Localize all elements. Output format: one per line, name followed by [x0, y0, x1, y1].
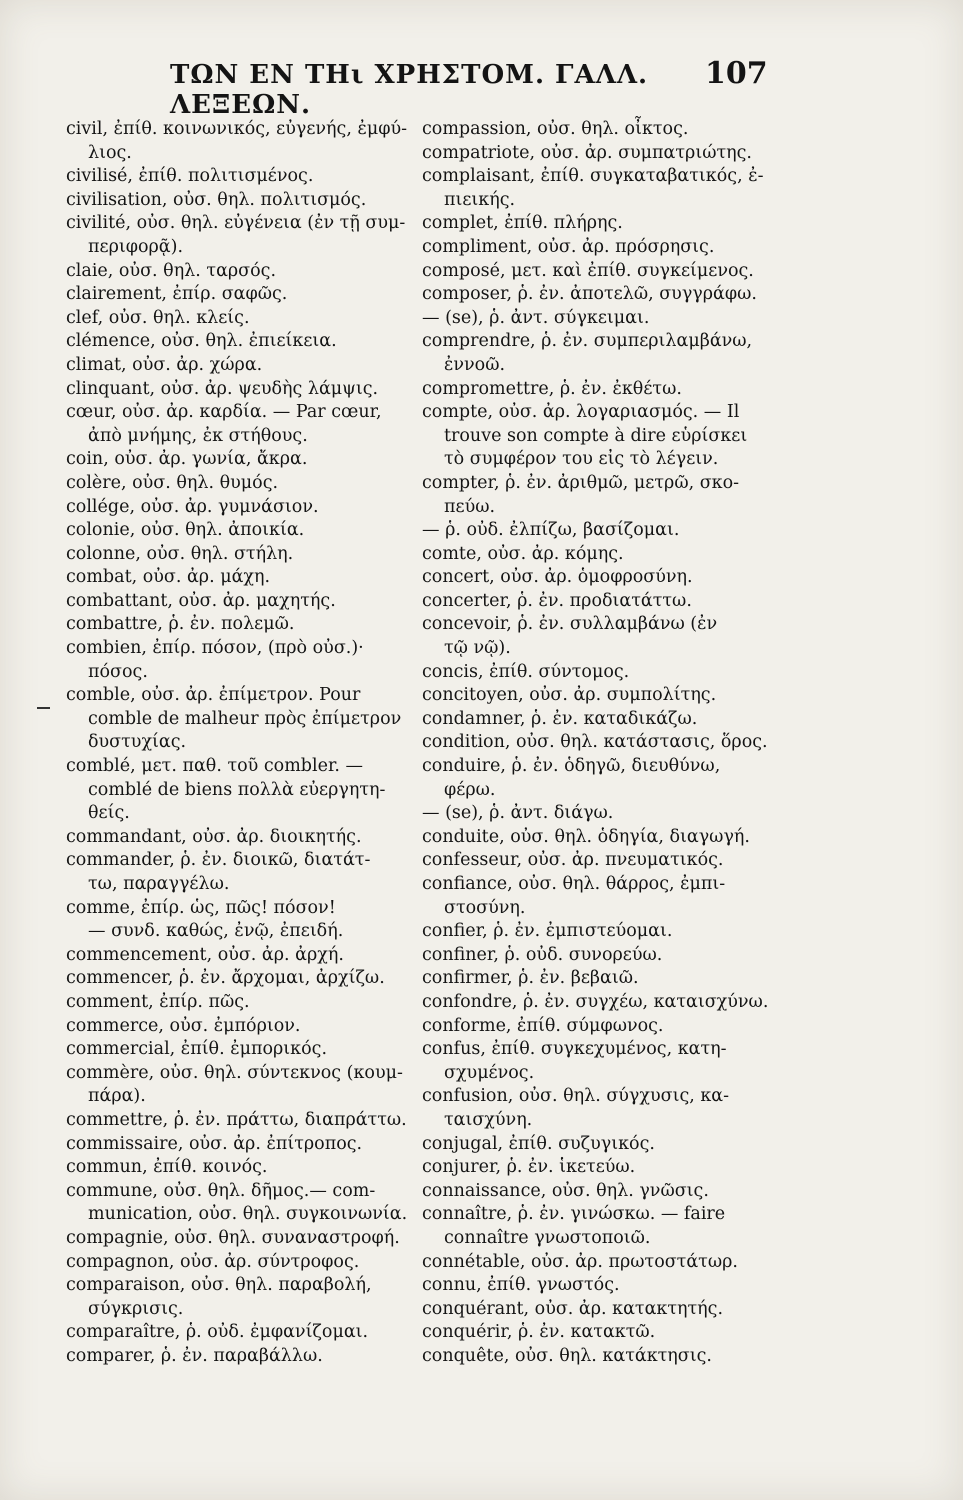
dictionary-line: commercial, ἐπίθ. ἐμπορικός. [66, 1039, 328, 1060]
dictionary-line: munication, οὐσ. θηλ. συγκοινωνία. [88, 1204, 408, 1225]
dictionary-line: condamner, ῥ. ἐν. καταδικάζω. [422, 708, 698, 729]
dictionary-line: condition, οὐσ. θηλ. κατάστασις, ὅρος. [422, 732, 768, 753]
dictionary-line: connétable, οὐσ. ἀρ. πρωτοστάτωρ. [422, 1251, 738, 1272]
dictionary-line: combat, οὐσ. ἀρ. μάχη. [66, 567, 271, 588]
dictionary-line: clairement, ἐπίρ. σαφῶς. [66, 284, 288, 305]
dictionary-line: — (se), ῥ. ἀντ. σύγκειμαι. [422, 307, 650, 328]
dictionary-line: commun, ἐπίθ. κοινός. [66, 1157, 268, 1178]
dictionary-line: compatriote, οὐσ. ἀρ. συμπατριώτης. [422, 142, 752, 163]
dictionary-line: combattant, οὐσ. ἀρ. μαχητής. [66, 590, 336, 611]
dictionary-line: collége, οὐσ. ἀρ. γυμνάσιον. [66, 496, 319, 517]
dictionary-line: commander, ῥ. ἐν. διοικῶ, διατάτ- [66, 850, 371, 871]
dictionary-line: confiner, ῥ. οὐδ. συνορεύω. [422, 944, 663, 965]
dictionary-line: στοσύνη. [444, 897, 526, 918]
dictionary-line: claie, οὐσ. θηλ. ταρσός. [66, 260, 277, 281]
dictionary-line: commune, οὐσ. θηλ. δῆμος.— com- [66, 1180, 376, 1201]
dictionary-line: connaître γνωστοποιῶ. [444, 1227, 651, 1248]
dictionary-line: confiance, οὐσ. θηλ. θάρρος, ἐμπι- [422, 874, 726, 894]
running-title: ΤΩΝ ΕΝ ΤΗι ΧΡΗΣΤΟΜ. ΓΑΛΛ. ΛΕΞΕΩΝ. [170, 60, 649, 120]
dictionary-line: confier, ῥ. ἐν. ἐμπιστεύομαι. [422, 921, 673, 942]
dictionary-line: clef, οὐσ. θηλ. κλείς. [66, 307, 250, 328]
dictionary-line: connaître, ῥ. ἐν. γινώσκω. — faire [422, 1204, 726, 1225]
dictionary-line: — συνδ. καθώς, ἐνῷ, ἐπειδή. [88, 921, 344, 942]
dictionary-line: connu, ἐπίθ. γνωστός. [422, 1275, 620, 1296]
dictionary-line: clémence, οὐσ. θηλ. ἐπιείκεια. [66, 331, 337, 352]
dictionary-line: compter, ῥ. ἐν. ἀριθμῶ, μετρῶ, σκο- [422, 472, 740, 493]
dictionary-line: conduite, οὐσ. θηλ. ὁδηγία, διαγωγή. [422, 826, 750, 847]
dictionary-line: σχυμένος. [444, 1062, 535, 1083]
dictionary-line: trouve son compte à dire εὑρίσκει [444, 425, 748, 446]
dictionary-line: comblé, μετ. παθ. τοῦ combler. — [66, 756, 364, 777]
dictionary-line: combien, ἐπίρ. πόσον, (πρὸ οὐσ.)· [66, 638, 364, 659]
dictionary-line: comparaître, ῥ. οὐδ. ἐμφανίζομαι. [66, 1322, 369, 1343]
dictionary-line: composé, μετ. καὶ ἐπίθ. συγκείμενος. [422, 260, 754, 281]
right-column [422, 118, 782, 1368]
dictionary-line: πόσος. [88, 661, 148, 682]
dictionary-line: τὸ συμφέρον του εἰς τὸ λέγειν. [444, 449, 719, 470]
dictionary-line: composer, ῥ. ἐν. ἀποτελῶ, συγγράφω. [422, 284, 757, 305]
dictionary-line: πάρα). [88, 1086, 146, 1107]
dictionary-line: confusion, οὐσ. θηλ. σύγχυσις, κα- [422, 1086, 730, 1107]
dictionary-line: civilité, οὐσ. θηλ. εὐγένεια (ἐν τῇ συμ- [66, 213, 406, 234]
dictionary-line: comparaison, οὐσ. θηλ. παραβολή, [66, 1275, 372, 1296]
dictionary-line: confirmer, ῥ. ἐν. βεβαιῶ. [422, 968, 639, 989]
dictionary-line: commère, οὐσ. θηλ. σύντεκνος (κουμ- [66, 1062, 403, 1083]
dictionary-line: commandant, οὐσ. ἀρ. διοικητής. [66, 826, 362, 847]
dictionary-line: commencer, ῥ. ἐν. ἄρχομαι, ἀρχίζω. [66, 968, 385, 989]
dictionary-line: concerter, ῥ. ἐν. προδιατάττω. [422, 590, 692, 611]
dictionary-line: commissaire, οὐσ. ἀρ. ἐπίτροπος. [66, 1133, 363, 1154]
dictionary-line: concert, οὐσ. ἀρ. ὁμοφροσύνη. [422, 567, 693, 588]
dictionary-line: cœur, οὐσ. ἀρ. καρδία. — Par cœur, [66, 402, 382, 423]
dictionary-line: civilisation, οὐσ. θηλ. πολιτισμός. [66, 189, 367, 210]
page-header [150, 56, 768, 120]
dictionary-line: λιος. [88, 142, 132, 163]
dictionary-line: conforme, ἐπίθ. σύμφωνος. [422, 1015, 664, 1036]
dictionary-line: conduire, ῥ. ἐν. ὁδηγῶ, διευθύνω, [422, 756, 721, 777]
dictionary-line: confondre, ῥ. ἐν. συγχέω, καταισχύνω. [422, 991, 769, 1012]
dictionary-line: commerce, οὐσ. ἐμπόριον. [66, 1015, 301, 1036]
dictionary-line: climat, οὐσ. ἀρ. χώρα. [66, 354, 263, 375]
dictionary-line: conquérir, ῥ. ἐν. κατακτῶ. [422, 1322, 656, 1343]
dictionary-line: confesseur, οὐσ. ἀρ. πνευματικός. [422, 850, 724, 871]
dictionary-line: σύγκρισις. [88, 1298, 184, 1319]
dictionary-line: concevoir, ῥ. ἐν. συλλαμβάνω (ἐν [422, 614, 718, 635]
dictionary-line: civil, ἐπίθ. κοινωνικός, εὐγενής, ἐμφύ- [66, 119, 408, 139]
dictionary-line: comte, οὐσ. ἀρ. κόμης. [422, 543, 624, 564]
page-number: 107 [705, 56, 768, 91]
dictionary-line: civilisé, ἐπίθ. πολιτισμένος. [66, 166, 314, 187]
dictionary-line: compassion, οὐσ. θηλ. οἶκτος. [422, 119, 689, 139]
dictionary-line: πεύω. [444, 496, 496, 517]
dictionary-line: combattre, ῥ. ἐν. πολεμῶ. [66, 614, 295, 635]
dictionary-line: compagnon, οὐσ. ἀρ. σύντροφος. [66, 1251, 360, 1272]
dictionary-line: conjugal, ἐπίθ. συζυγικός. [422, 1133, 655, 1154]
dictionary-line: commencement, οὐσ. ἀρ. ἀρχή. [66, 944, 344, 965]
dictionary-line: coin, οὐσ. ἀρ. γωνία, ἄκρα. [66, 449, 308, 470]
dictionary-line: — ῥ. οὐδ. ἐλπίζω, βασίζομαι. [422, 520, 680, 541]
dictionary-line: conquête, οὐσ. θηλ. κατάκτησις. [422, 1345, 712, 1366]
dictionary-line: φέρω. [444, 779, 496, 800]
dictionary-line: complet, ἐπίθ. πλήρης. [422, 213, 623, 234]
dictionary-line: colonne, οὐσ. θηλ. στήλη. [66, 543, 294, 564]
dictionary-line: compagnie, οὐσ. θηλ. συναναστροφή. [66, 1227, 400, 1248]
dictionary-line: δυστυχίας. [88, 732, 187, 753]
dictionary-line: comme, ἐπίρ. ὡς, πῶς! πόσον! [66, 897, 336, 918]
dictionary-line: ἐννοῶ. [444, 354, 506, 375]
dictionary-line: τῷ νῷ). [444, 638, 511, 659]
dictionary-line: comblé de biens πολλὰ εὐεργητη- [88, 779, 386, 800]
dictionary-line: clinquant, οὐσ. ἀρ. ψευδὴς λάμψις. [66, 378, 379, 399]
dictionary-line: τω, παραγγέλω. [88, 874, 230, 894]
dictionary-line: connaissance, οὐσ. θηλ. γνῶσις. [422, 1180, 709, 1201]
dictionary-line: πιεικής. [444, 189, 516, 210]
dictionary-line: ἀπὸ μνήμης, ἐκ στήθους. [88, 425, 308, 446]
dictionary-line: commettre, ῥ. ἐν. πράττω, διαπράττω. [66, 1109, 407, 1130]
dictionary-line: θείς. [88, 803, 130, 824]
dictionary-line: concis, ἐπίθ. σύντομος. [422, 661, 630, 682]
dictionary-line: conjurer, ῥ. ἐν. ἱκετεύω. [422, 1157, 636, 1178]
dictionary-line: colonie, οὐσ. θηλ. ἀποικία. [66, 520, 305, 541]
dictionary-line: comprendre, ῥ. ἐν. συμπεριλαμβάνω, [422, 331, 753, 352]
dictionary-line: περιφορᾷ). [88, 236, 184, 257]
dictionary-line: — (se), ῥ. ἀντ. διάγω. [422, 803, 614, 824]
dictionary-line: comble de malheur πρὸς ἐπίμετρον [88, 708, 402, 729]
left-column [66, 118, 411, 1368]
dictionary-line: comment, ἐπίρ. πῶς. [66, 991, 250, 1012]
margin-mark [37, 707, 50, 709]
dictionary-line: compte, οὐσ. ἀρ. λογαριασμός. — Il [422, 402, 740, 423]
dictionary-line: comparer, ῥ. ἐν. παραβάλλω. [66, 1345, 323, 1366]
dictionary-line: compromettre, ῥ. ἐν. ἐκθέτω. [422, 378, 682, 399]
dictionary-line: compliment, οὐσ. ἀρ. πρόσρησις. [422, 236, 715, 257]
dictionary-line: comble, οὐσ. ἀρ. ἐπίμετρον. Pour [66, 685, 361, 706]
dictionary-line: concitoyen, οὐσ. ἀρ. συμπολίτης. [422, 685, 717, 706]
dictionary-line: complaisant, ἐπίθ. συγκαταβατικός, ἐ- [422, 166, 764, 187]
dictionary-line: confus, ἐπίθ. συγκεχυμένος, κατη- [422, 1039, 727, 1060]
dictionary-line: conquérant, οὐσ. ἀρ. κατακτητής. [422, 1298, 724, 1319]
dictionary-line: ταισχύνη. [444, 1109, 533, 1130]
dictionary-line: colère, οὐσ. θηλ. θυμός. [66, 472, 279, 493]
